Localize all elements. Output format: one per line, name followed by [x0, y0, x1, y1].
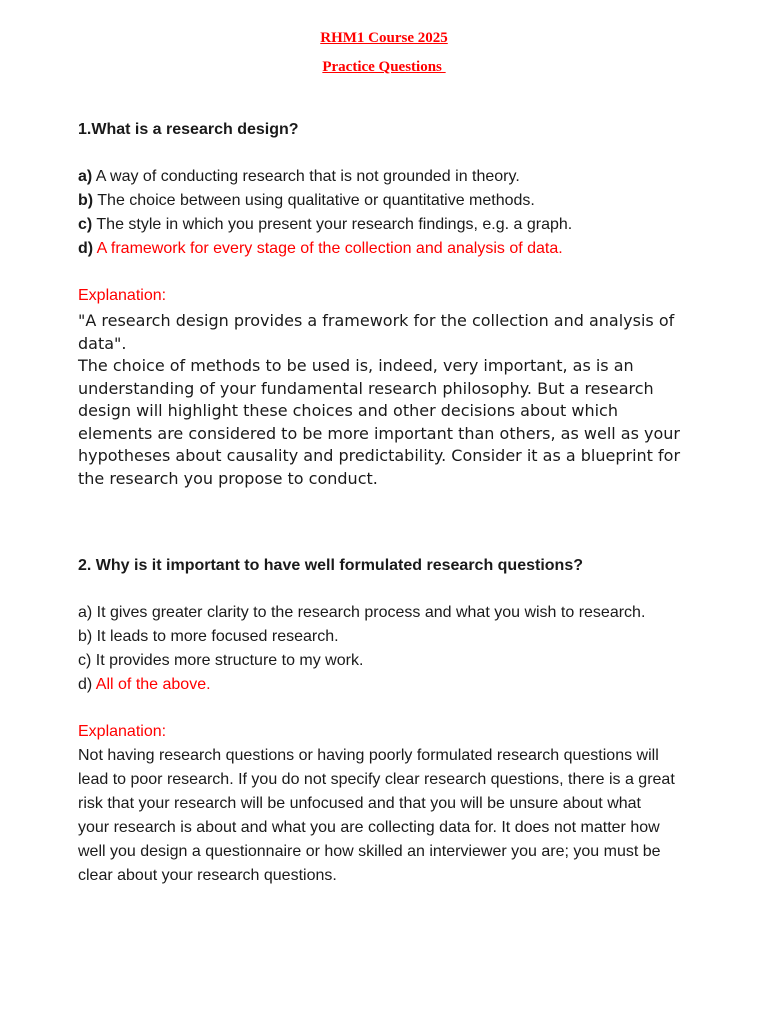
- course-title: RHM1 Course 2025: [320, 30, 448, 46]
- question-2: [78, 554, 698, 578]
- q1-option-b: [78, 189, 698, 213]
- question-2-options: [78, 601, 698, 697]
- q2-explanation-label: Explanation:: [78, 723, 167, 740]
- option-text: The style in which you present your research findings, e.g. a graph.: [92, 216, 573, 233]
- q2-explanation-text: [78, 744, 688, 888]
- q2-explanation-line: clear about your research questions.: [78, 867, 337, 884]
- q2-explanation-line: risk that your research will be unfocused and that you will be unsure about what: [78, 795, 641, 812]
- q2-option-b: [78, 625, 698, 649]
- q1-explanation-text: [78, 310, 698, 490]
- q2-option-a: [78, 601, 698, 625]
- q2-explanation-line: lead to poor research. If you do not specify clear research questions, there is a great: [78, 771, 675, 788]
- question-2-prompt: 2. Why is it important to have well formulated research questions?: [78, 557, 583, 574]
- q1-explanation-line: elements are considered to be more important than others, as well as your: [78, 423, 680, 443]
- q1-explanation-line: The choice of methods to be used is, indeed, very important, as is an: [78, 356, 634, 375]
- option-letter: d): [78, 676, 93, 693]
- option-text: It provides more structure to my work.: [91, 652, 364, 669]
- option-text: The choice between using qualitative or quantitative methods.: [93, 192, 535, 209]
- option-text: It leads to more focused research.: [92, 628, 339, 645]
- option-text-correct: All of the above.: [92, 676, 211, 693]
- q1-explanation-line: understanding of your fundamental research philosophy. But a research: [78, 378, 654, 398]
- q1-option-d-correct: [78, 237, 698, 261]
- option-letter: b): [78, 628, 93, 645]
- q2-explanation-line: your research is about and what you are collecting data for. It does not matter how: [78, 819, 660, 836]
- option-letter: c): [78, 216, 93, 233]
- q2-explanation-line: well you design a questionnaire or how skilled an interviewer you are; you must be: [78, 843, 661, 860]
- q2-explanation-line: Not having research questions or having poorly formulated research questions will: [78, 747, 659, 764]
- question-1-prompt: 1.What is a research design?: [78, 121, 299, 138]
- q1-explanation-line: data".: [78, 333, 127, 353]
- option-text-correct: A framework for every stage of the collection and analysis of data.: [93, 240, 563, 257]
- q1-explanation-line: the research you propose to conduct.: [78, 468, 378, 488]
- q1-explanation-line: hypotheses about causality and predictability. Consider it as a blueprint for: [78, 446, 681, 465]
- q1-option-c: [78, 213, 698, 237]
- option-letter: a): [78, 604, 93, 621]
- option-letter: c): [78, 652, 92, 669]
- document-subtitle: Practice Questions: [322, 59, 446, 75]
- q1-explanation-line: "A research design provides a framework for the collection and analysis of: [78, 311, 675, 330]
- question-1-options: [78, 165, 698, 261]
- option-text: A way of conducting research that is not grounded in theory.: [92, 168, 520, 185]
- q2-option-d-correct: [78, 673, 698, 697]
- option-letter: b): [78, 192, 94, 209]
- option-text: It gives greater clarity to the research process and what you wish to research.: [92, 604, 646, 621]
- option-letter: a): [78, 168, 93, 185]
- q1-explanation-label-wrap: [78, 284, 698, 308]
- q1-option-a: [78, 165, 698, 189]
- question-1: [78, 118, 698, 142]
- option-letter: d): [78, 240, 94, 257]
- q1-explanation-label: Explanation:: [78, 287, 167, 304]
- q1-explanation-line: design will highlight these choices and other decisions about which: [78, 401, 618, 420]
- q2-option-c: [78, 649, 698, 673]
- q2-explanation-label-wrap: [78, 720, 698, 744]
